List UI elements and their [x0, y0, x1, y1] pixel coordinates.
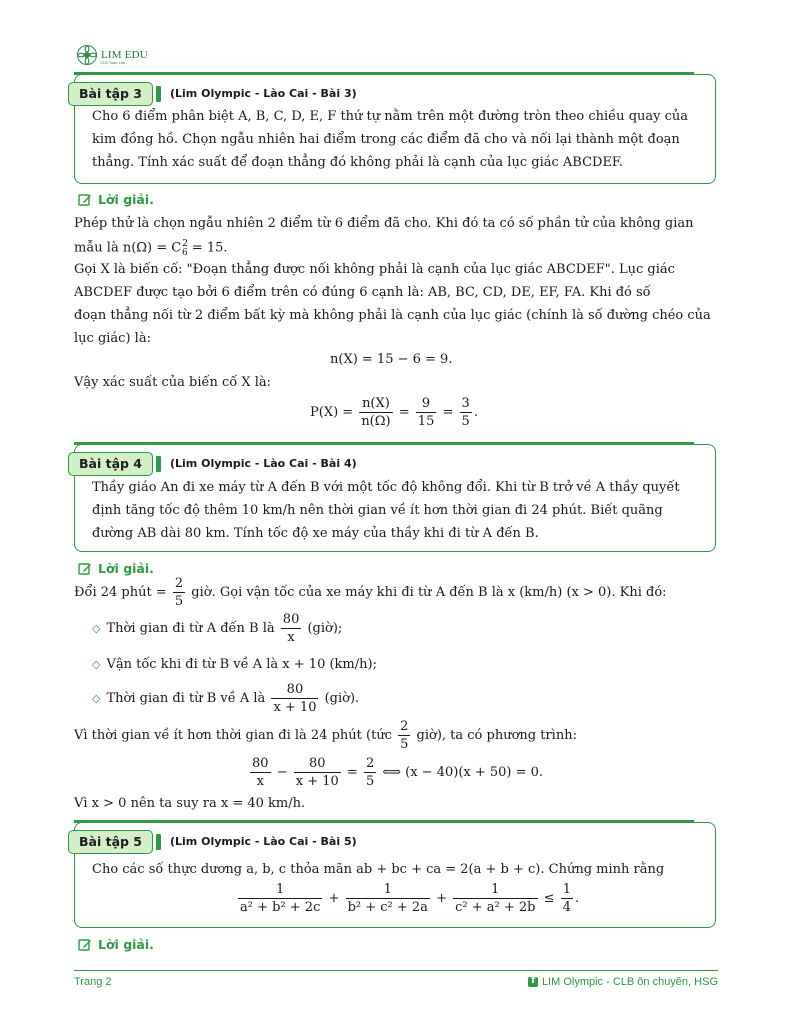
denominator: c² + a² + 2b [455, 900, 536, 915]
solution-4-line [74, 576, 667, 609]
numerator: 1 [562, 882, 571, 897]
problem-4-line: định tăng tốc độ thêm 10 km/h nên thời gian về ít hơn thời gian đi 24 phút. Biết quãng [92, 503, 663, 518]
denominator: 4 [562, 900, 571, 915]
facebook-icon [528, 977, 538, 987]
numerator: 1 [491, 882, 500, 897]
subscript: 6 [181, 247, 188, 258]
footer-brand [528, 976, 718, 988]
text-span: mẫu là n(Ω) = C [74, 240, 182, 256]
edit-pencil-icon [78, 193, 92, 207]
footer-brand-text: LIM Olympic - CLB ôn chuyên, HSG [541, 976, 718, 988]
numerator: 1 [276, 882, 285, 897]
text-span: + [436, 891, 447, 906]
problem-5-tag: Bài tập 5 [68, 830, 153, 854]
numerator: 1 [383, 882, 392, 897]
equation-nx: n(X) = 15 − 6 = 9. [330, 352, 453, 367]
problem-4-tag-notch [156, 456, 161, 472]
numerator: 2 [400, 719, 409, 734]
text-span: Vận tốc khi đi từ B về A là x + 10 (km/h); [106, 657, 377, 672]
numerator: 2 [365, 756, 375, 771]
fraction [294, 756, 341, 789]
problem-3-tag: Bài tập 3 [68, 82, 153, 106]
solution-label: Lời giải. [98, 937, 154, 952]
problem-3-line: kim đồng hồ. Chọn ngẫu nhiên hai điểm trong các điểm đã cho và nối lại thành một đoạn [92, 132, 680, 147]
problem-4-tag: Bài tập 4 [68, 452, 153, 476]
denominator: 15 [417, 414, 435, 429]
text-span: ⟺ (x − 40)(x + 50) = 0. [382, 765, 544, 780]
text-span: giờ. Gọi vận tốc của xe máy khi đi từ A đến B là x (km/h) (x > 0). Khi đó: [191, 585, 667, 600]
solution-4-bullet [92, 682, 359, 715]
fraction [359, 396, 392, 429]
solution-4-bullet [92, 657, 377, 672]
problem-5-line: Cho các số thực dương a, b, c thỏa mãn ab + bc + ca = 2(a + b + c). Chứng minh rằng [92, 862, 665, 877]
numerator: 2 [174, 576, 184, 591]
solution-5-heading [78, 937, 154, 952]
lotus-logo-icon [76, 44, 98, 66]
text-span: = 15. [187, 240, 228, 256]
solution-3-heading [78, 192, 154, 207]
page-number: Trang 2 [74, 976, 112, 988]
diamond-bullet-icon: ◇ [92, 622, 101, 635]
text-span: = [442, 405, 454, 420]
denominator: 5 [400, 737, 409, 752]
problem-3-line: thẳng. Tính xác suất để đoạn thẳng đó không phải là cạnh của lục giác ABCDEF. [92, 155, 624, 170]
diamond-bullet-icon: ◇ [92, 692, 101, 705]
fraction [453, 882, 537, 915]
problem-4-line: đường AB dài 80 km. Tính tốc độ xe máy của thầy khi đi từ A đến B. [92, 526, 539, 541]
denominator: b² + c² + 2a [347, 900, 428, 915]
text-span: giờ), ta có phương trình: [416, 728, 577, 743]
problem-3-statement [92, 105, 688, 174]
fraction [346, 882, 430, 915]
text-span: Vì thời gian về ít hơn thời gian đi là 24 phút (tức [74, 728, 392, 743]
text-span: = [346, 765, 358, 780]
problem-5-tag-notch [156, 834, 161, 850]
fraction [460, 396, 472, 429]
solution-3-line: lục giác) là: [74, 331, 151, 346]
problem-4-source: (Lim Olympic - Lào Cai - Bài 4) [170, 457, 357, 470]
text-span: − [276, 765, 288, 780]
denominator: 5 [174, 594, 184, 609]
edit-pencil-icon [78, 938, 92, 952]
problem-3-line: Cho 6 điểm phân biệt A, B, C, D, E, F thứ tự nằm trên một đường tròn theo chiều quay của [92, 109, 689, 124]
problem-5-source: (Lim Olympic - Lào Cai - Bài 5) [170, 835, 357, 848]
fraction [398, 719, 410, 752]
equation-probability [310, 396, 478, 429]
denominator: n(Ω) [361, 414, 391, 429]
solution-3-line: Phép thử là chọn ngẫu nhiên 2 điểm từ 6 điểm đã cho. Khi đó ta có số phần tử của không gian [74, 216, 694, 231]
logo-text: LIM EDU [101, 49, 148, 61]
denominator: 5 [461, 414, 470, 429]
numerator: 80 [308, 756, 326, 771]
text-span: = [398, 405, 410, 420]
solution-4-heading [78, 561, 154, 576]
text-span: ≤ [543, 891, 555, 906]
solution-4-bullet [92, 612, 342, 645]
fraction [416, 396, 437, 429]
numerator: 80 [286, 682, 304, 697]
fraction [173, 576, 185, 609]
denominator: x + 10 [273, 700, 317, 715]
problem-3-source: (Lim Olympic - Lào Cai - Bài 3) [170, 87, 357, 100]
denominator: x + 10 [295, 774, 339, 789]
edit-pencil-icon [78, 562, 92, 576]
text-span: + [328, 891, 340, 906]
diamond-bullet-icon: ◇ [92, 658, 101, 671]
equation-inequality [236, 882, 579, 915]
text-span: (giờ); [307, 621, 343, 636]
text-span: Đổi 24 phút = [74, 585, 167, 600]
solution-3-line: Vậy xác suất của biến cố X là: [74, 375, 272, 390]
fraction [238, 882, 322, 915]
fraction [250, 756, 271, 789]
text-span: Thời gian đi từ B về A là [106, 691, 266, 706]
numerator: 80 [282, 612, 300, 627]
solution-4-line [74, 719, 577, 752]
numerator: 3 [461, 396, 470, 411]
problem-5-statement [92, 858, 664, 881]
solution-3-line: đoạn thẳng nối từ 2 điểm bất kỳ mà không phải là cạnh của lục giác (chính là số đường chéo của [74, 308, 711, 323]
problem-4-line: Thầy giáo An đi xe máy từ A đến B với một tốc độ không đổi. Khi từ B trở về A thầy quyết [92, 480, 680, 495]
denominator: x [281, 628, 302, 645]
numerator: n(X) [362, 396, 390, 411]
solution-3-line: ABCDEF được tạo bởi 6 điểm trên có đúng 6 cạnh là: AB, BC, CD, DE, EF, FA. Khi đó số [74, 285, 651, 300]
numerator: 9 [421, 396, 431, 411]
text-span: . [574, 891, 580, 906]
denominator: a² + b² + 2c [240, 900, 321, 915]
solution-3-line [74, 239, 228, 258]
text-span: Thời gian đi từ A đến B là [106, 621, 275, 636]
logo-subtitle: CLB Toán Lim [100, 60, 126, 65]
fraction [561, 882, 573, 915]
problem-3-tag-notch [156, 86, 161, 102]
text-span: (giờ). [324, 691, 360, 706]
text-span: . [473, 405, 478, 420]
solution-label: Lời giải. [98, 192, 154, 207]
numerator: 80 [252, 756, 269, 771]
footer-divider [74, 970, 718, 971]
problem-4-statement [92, 476, 680, 545]
equation-speed [248, 756, 543, 789]
fraction [281, 612, 302, 645]
text-span: P(X) = [310, 405, 354, 420]
solution-3-line: Gọi X là biến cố: "Đoạn thẳng được nối không phải là cạnh của lục giác ABCDEF". Lục giác [74, 262, 675, 277]
fraction [271, 682, 318, 715]
denominator: x [250, 772, 271, 789]
solution-label: Lời giải. [98, 561, 154, 576]
fraction [364, 756, 376, 789]
denominator: 5 [365, 774, 375, 789]
superscript: 2 [182, 239, 188, 249]
solution-4-line: Vì x > 0 nên ta suy ra x = 40 km/h. [74, 796, 306, 811]
